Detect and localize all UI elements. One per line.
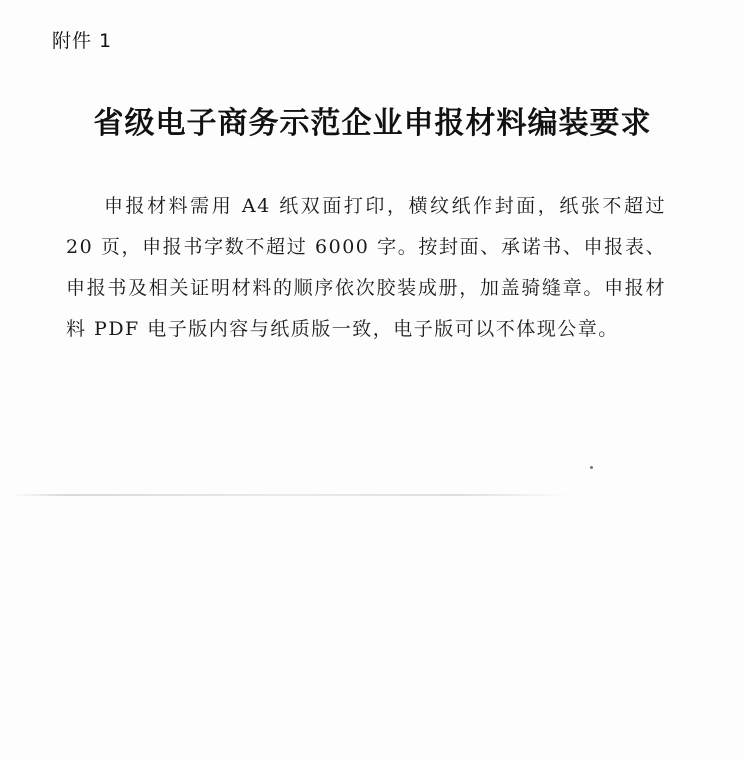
scan-artifact-dot (590, 466, 593, 469)
scan-artifact-line (10, 494, 570, 496)
body-paragraph: 申报材料需用 A4 纸双面打印，横纹纸作封面，纸张不超过 20 页，申报书字数不超过 6000 字。按封面、承诺书、申报表、申报书及相关证明材料的顺序依次胶装成册，加盖骑缝章。申报材料 PDF 电子版内容与纸质版一致，电子版可以不体现公章。 (66, 195, 666, 340)
attachment-label: 附件 1 (52, 30, 113, 52)
document-title: 省级电子商务示范企业申报材料编装要求 (93, 106, 652, 141)
